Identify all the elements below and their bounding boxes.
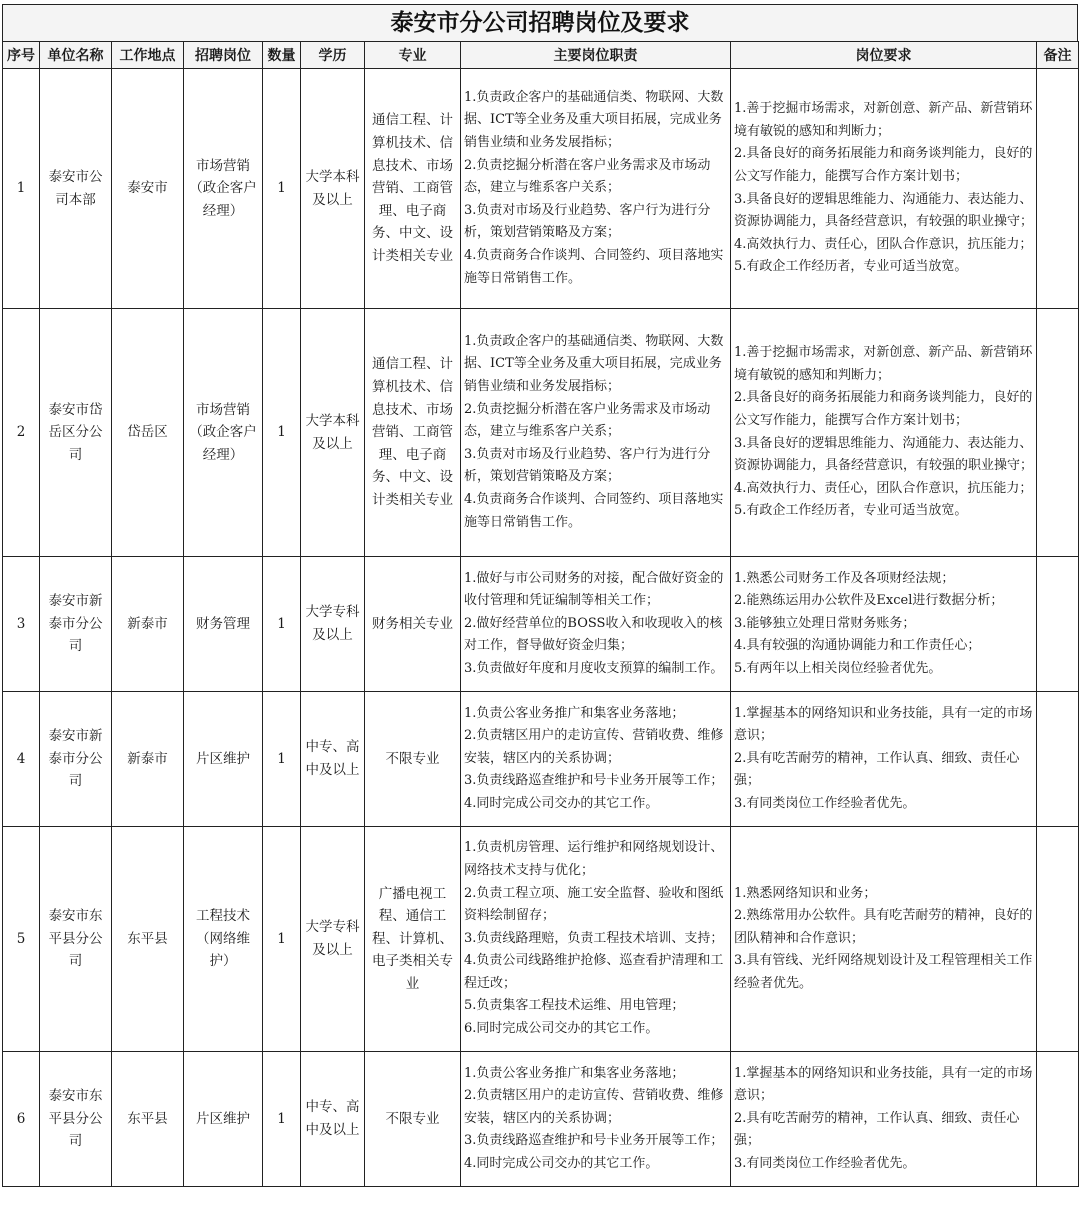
- duty-item: 3.负责对市场及行业趋势、客户行为进行分析，策划营销策略及方案；: [464, 446, 711, 485]
- row-education: 大学本科及以上: [301, 309, 365, 557]
- row-duties: [461, 827, 731, 1052]
- row-duties: [461, 1052, 731, 1187]
- duty-item: 1.负责机房管理、运行维护和网络规划设计、网络技术支持与优化；: [464, 840, 724, 878]
- row-major: 不限专业: [365, 692, 461, 827]
- row-unit: 泰安市新泰市分公司: [40, 557, 112, 692]
- duty-item: 6.同时完成公司交办的其它工作。: [464, 1021, 659, 1037]
- duty-item: 3.负责线路巡查维护和号卡业务开展等工作；: [464, 1133, 724, 1149]
- row-unit: 泰安市岱岳区分公司: [40, 309, 112, 557]
- table-row: [3, 827, 1079, 1052]
- row-major: 财务相关专业: [365, 557, 461, 692]
- requirement-item: 1.善于挖掘市场需求，对新创意、新产品、新营销环境有敏锐的感知和判断力；: [734, 345, 1033, 383]
- requirement-item: 1.熟悉公司财务工作及各项财经法规；: [734, 570, 955, 586]
- row-major: 不限专业: [365, 1052, 461, 1187]
- requirement-item: 4.具有较强的沟通协调能力和工作责任心；: [734, 638, 981, 654]
- requirement-item: 3.有同类岗位工作经验者优先。: [734, 1155, 916, 1171]
- row-count: 1: [263, 1052, 301, 1187]
- row-unit: 泰安市新泰市分公司: [40, 692, 112, 827]
- row-major: 广播电视工程、通信工程、计算机、电子类相关专业: [365, 827, 461, 1052]
- row-no: 2: [3, 309, 40, 557]
- duty-item: 3.负责做好年度和月度收支预算的编制工作。: [464, 660, 724, 676]
- page-title: 泰安市分公司招聘岗位及要求: [2, 4, 1078, 41]
- duty-item: 1.做好与市公司财务的对接，配合做好资金的收付管理和凭证编制等相关工作；: [464, 570, 724, 609]
- row-note: [1037, 309, 1079, 557]
- row-duties: [461, 69, 731, 309]
- row-note: [1037, 69, 1079, 309]
- duty-item: 2.负责挖掘分析潜在客户业务需求及市场动态，建立与维系客户关系；: [464, 157, 711, 196]
- row-unit: 泰安市东平县分公司: [40, 827, 112, 1052]
- row-duties: [461, 309, 731, 557]
- row-note: [1037, 1052, 1079, 1187]
- row-major: 通信工程、计算机技术、信息技术、市场营销、工商管理、电子商务、中文、设计类相关专业: [365, 309, 461, 557]
- requirement-item: 5.有政企工作经历者，专业可适当放宽。: [734, 259, 968, 275]
- row-note: [1037, 557, 1079, 692]
- row-duties: [461, 557, 731, 692]
- row-major: 通信工程、计算机技术、信息技术、市场营销、工商管理、电子商务、中文、设计类相关专业: [365, 69, 461, 309]
- row-location: 泰安市: [112, 69, 184, 309]
- requirement-item: 2.具有吃苦耐劳的精神，工作认真、细致、责任心强；: [734, 750, 1020, 789]
- row-education: 中专、高中及以上: [301, 692, 365, 827]
- row-count: 1: [263, 692, 301, 827]
- duty-item: 4.同时完成公司交办的其它工作。: [464, 1155, 659, 1171]
- duty-item: 4.负责公司线路维护抢修、巡查看护清理和工程迁改；: [464, 953, 724, 991]
- table-row: [3, 309, 1079, 557]
- row-education: 大学专科及以上: [301, 827, 365, 1052]
- duty-item: 1.负责政企客户的基础通信类、物联网、大数据、ICT等全业务及重大项目拓展，完成业务销售业绩和业务发展指标；: [464, 333, 724, 395]
- table-row: [3, 557, 1079, 692]
- recruitment-table: [2, 41, 1079, 1187]
- table-row: [3, 69, 1079, 309]
- recruitment-sheet: [2, 4, 1078, 1187]
- row-location: 东平县: [112, 827, 184, 1052]
- requirement-item: 4.高效执行力、责任心，团队合作意识，抗压能力；: [734, 480, 1033, 496]
- duty-item: 2.负责辖区用户的走访宣传、营销收费、维修安装，辖区内的关系协调；: [464, 728, 724, 766]
- header-cell-location: 工作地点: [112, 42, 184, 69]
- requirement-item: 1.善于挖掘市场需求，对新创意、新产品、新营销环境有敏锐的感知和判断力；: [734, 101, 1033, 139]
- row-education: 中专、高中及以上: [301, 1052, 365, 1187]
- table-row: [3, 1052, 1079, 1187]
- requirement-item: 4.高效执行力、责任心，团队合作意识，抗压能力；: [734, 236, 1033, 252]
- row-education: 大学本科及以上: [301, 69, 365, 309]
- row-no: 1: [3, 69, 40, 309]
- duty-item: 4.负责商务合作谈判、合同签约、项目落地实施等日常销售工作。: [464, 247, 724, 286]
- duty-item: 1.负责公客业务推广和集客业务落地；: [464, 705, 685, 721]
- header-cell-unit: 单位名称: [40, 42, 112, 69]
- duty-item: 3.负责线路理赔，负责工程技术培训、支持；: [464, 930, 724, 946]
- row-location: 新泰市: [112, 692, 184, 827]
- duty-item: 4.负责商务合作谈判、合同签约、项目落地实施等日常销售工作。: [464, 491, 724, 530]
- requirement-item: 3.能够独立处理日常财务账务；: [734, 615, 916, 631]
- row-requirements: [731, 1052, 1037, 1187]
- table-row: [3, 692, 1079, 827]
- requirement-item: 1.掌握基本的网络知识和业务技能，具有一定的市场意识；: [734, 705, 1033, 744]
- row-count: 1: [263, 827, 301, 1052]
- row-count: 1: [263, 309, 301, 557]
- row-count: 1: [263, 557, 301, 692]
- row-note: [1037, 692, 1079, 827]
- row-requirements: [731, 69, 1037, 309]
- duty-item: 3.负责对市场及行业趋势、客户行为进行分析，策划营销策略及方案；: [464, 202, 711, 241]
- row-no: 5: [3, 827, 40, 1052]
- requirement-item: 2.具备良好的商务拓展能力和商务谈判能力，良好的公文写作能力，能撰写合作方案计划书；: [734, 146, 1033, 184]
- duty-item: 5.负责集客工程技术运维、用电管理；: [464, 998, 685, 1014]
- row-no: 4: [3, 692, 40, 827]
- row-duties: [461, 692, 731, 827]
- header-row: [3, 42, 1079, 69]
- row-no: 3: [3, 557, 40, 692]
- requirement-item: 5.有政企工作经历者，专业可适当放宽。: [734, 503, 968, 519]
- requirement-item: 1.熟悉网络知识和业务；: [734, 885, 877, 901]
- row-position: 片区维护: [184, 1052, 263, 1187]
- requirement-item: 2.具有吃苦耐劳的精神，工作认真、细致、责任心强；: [734, 1110, 1020, 1149]
- row-unit: 泰安市公司本部: [40, 69, 112, 309]
- row-no: 6: [3, 1052, 40, 1187]
- header-cell-count: 数量: [263, 42, 301, 69]
- duty-item: 2.做好经营单位的BOSS收入和收现收入的核对工作，督导做好资金归集；: [464, 615, 723, 654]
- header-cell-education: 学历: [301, 42, 365, 69]
- row-position: 财务管理: [184, 557, 263, 692]
- requirement-item: 2.能熟练运用办公软件及Excel进行数据分析；: [734, 593, 1004, 609]
- row-position: 市场营销（政企客户经理）: [184, 309, 263, 557]
- duty-item: 3.负责线路巡查维护和号卡业务开展等工作；: [464, 773, 724, 789]
- requirement-item: 2.熟练常用办公软件。具有吃苦耐劳的精神，良好的团队精神和合作意识；: [734, 908, 1033, 946]
- duty-item: 2.负责辖区用户的走访宣传、营销收费、维修安装，辖区内的关系协调；: [464, 1088, 724, 1126]
- duty-item: 2.负责挖掘分析潜在客户业务需求及市场动态，建立与维系客户关系；: [464, 401, 711, 440]
- row-count: 1: [263, 69, 301, 309]
- duty-item: 1.负责公客业务推广和集客业务落地；: [464, 1065, 685, 1081]
- row-location: 岱岳区: [112, 309, 184, 557]
- row-unit: 泰安市东平县分公司: [40, 1052, 112, 1187]
- row-location: 新泰市: [112, 557, 184, 692]
- requirement-item: 5.有两年以上相关岗位经验者优先。: [734, 660, 942, 676]
- row-position: 工程技术（网络维护）: [184, 827, 263, 1052]
- row-requirements: [731, 557, 1037, 692]
- requirement-item: 3.具备良好的逻辑思维能力、沟通能力、表达能力、资源协调能力，具备经营意识，有较强的职业操守；: [734, 435, 1034, 474]
- header-cell-position: 招聘岗位: [184, 42, 263, 69]
- header-cell-duties: 主要岗位职责: [461, 42, 731, 69]
- header-cell-requirements: 岗位要求: [731, 42, 1037, 69]
- requirement-item: 2.具备良好的商务拓展能力和商务谈判能力，良好的公文写作能力，能撰写合作方案计划书；: [734, 390, 1033, 428]
- requirement-item: 3.具有管线、光纤网络规划设计及工程管理相关工作经验者优先。: [734, 953, 1033, 991]
- row-education: 大学专科及以上: [301, 557, 365, 692]
- row-requirements: [731, 692, 1037, 827]
- row-position: 市场营销（政企客户经理）: [184, 69, 263, 309]
- row-location: 东平县: [112, 1052, 184, 1187]
- requirement-item: 1.掌握基本的网络知识和业务技能，具有一定的市场意识；: [734, 1065, 1033, 1104]
- requirement-item: 3.有同类岗位工作经验者优先。: [734, 795, 916, 811]
- row-note: [1037, 827, 1079, 1052]
- requirement-item: 3.具备良好的逻辑思维能力、沟通能力、表达能力、资源协调能力，具备经营意识，有较强的职业操守；: [734, 191, 1034, 230]
- duty-item: 4.同时完成公司交办的其它工作。: [464, 795, 659, 811]
- header-cell-no: 序号: [3, 42, 40, 69]
- row-requirements: [731, 827, 1037, 1052]
- duty-item: 1.负责政企客户的基础通信类、物联网、大数据、ICT等全业务及重大项目拓展，完成业务销售业绩和业务发展指标；: [464, 89, 724, 151]
- row-position: 片区维护: [184, 692, 263, 827]
- header-cell-major: 专业: [365, 42, 461, 69]
- duty-item: 2.负责工程立项、施工安全监督、验收和图纸资料绘制留存；: [464, 885, 724, 924]
- row-requirements: [731, 309, 1037, 557]
- header-cell-note: 备注: [1037, 42, 1079, 69]
